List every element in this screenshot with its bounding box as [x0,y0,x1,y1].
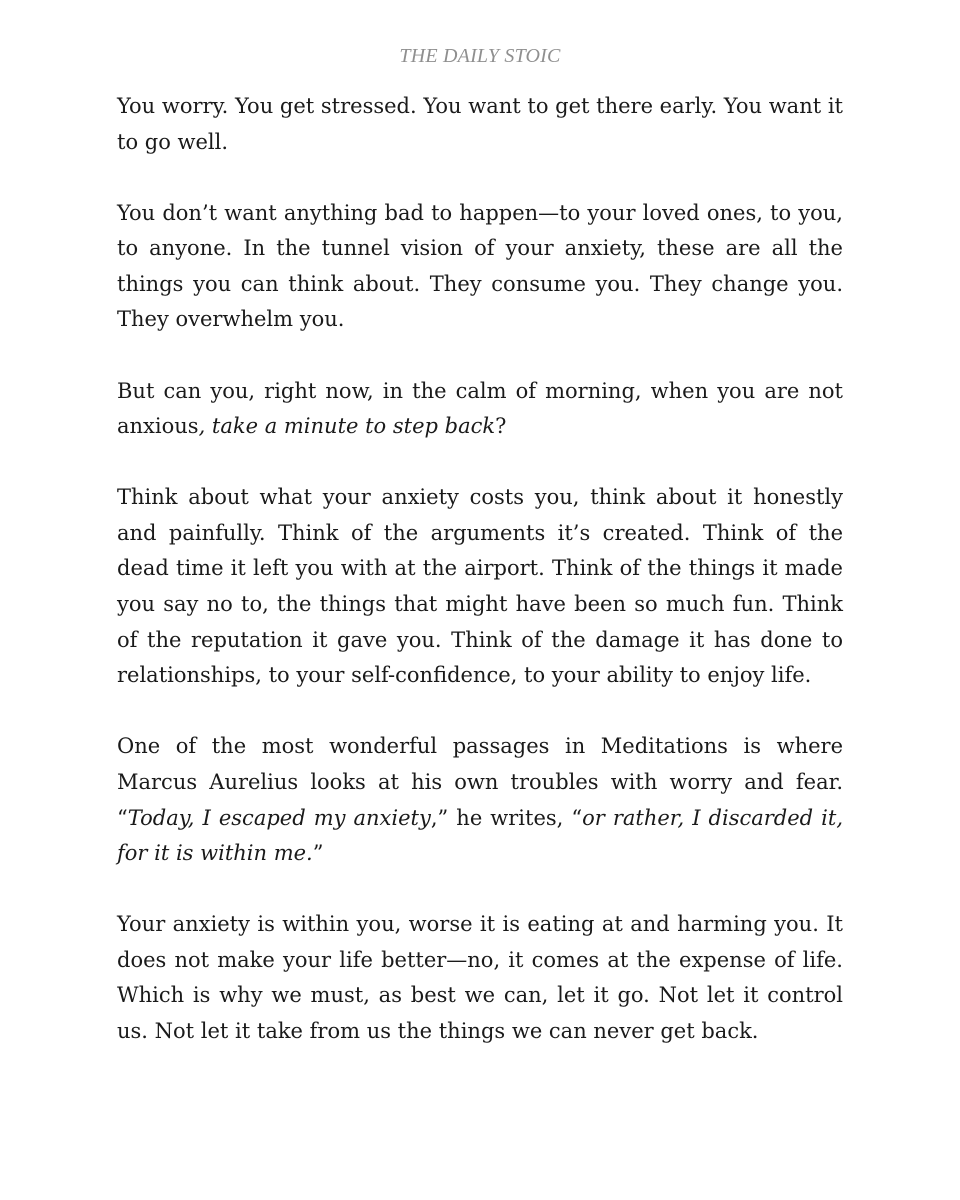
paragraph-5-end: ” [312,841,324,866]
paragraph-5-attribution: ,” he writes, “ [430,805,583,830]
page-body [117,89,843,1085]
paragraph-3 [117,374,843,445]
paragraph-5-text: One of the most wonderful passages in Meditations is where Marcus Aurelius looks at his own troubles with worry and fear. “ [117,734,843,830]
paragraph-2: You don’t want anything bad to happen—to your loved ones, to you, to anyone. In the tunnel vision of your anxiety, these are all the things you can think about. They consume you. They change you. They overwhelm you. [117,200,843,332]
paragraph-3-emphasis: , take a minute to step back [198,414,496,439]
paragraph-5 [117,729,843,871]
paragraph-1: You worry. You get stressed. You want to get there early. You want it to go well. [117,94,843,154]
quotation-1: Today, I escaped my anxiety [127,805,431,830]
paragraph-3-text: But can you, right now, in the calm of morning, when you are not anxious [117,378,843,439]
running-head-title: THE DAILY STOIC [399,45,561,67]
paragraph-3-end: ? [495,414,507,439]
paragraph-4: Think about what your anxiety costs you, think about it honestly and painfully. Think of the arguments it’s created. Think of the dead time it left you with at the airport. Think of the things it made you say no to, the things that might have been so much fun. Think of the reputation it gave you. Think of the damage it has done to relationships, to your self-confidence, to your ability to enjoy life. [117,485,843,688]
quotation-2: or rather, I discarded it, for it is within me. [117,805,843,866]
paragraph-6: Your anxiety is within you, worse it is eating at and harming you. It does not make your life better—no, it comes at the expense of life. Which is why we must, as best we can, let it go. Not let it control us. Not let it take from us the things we can never get back. [117,912,843,1043]
